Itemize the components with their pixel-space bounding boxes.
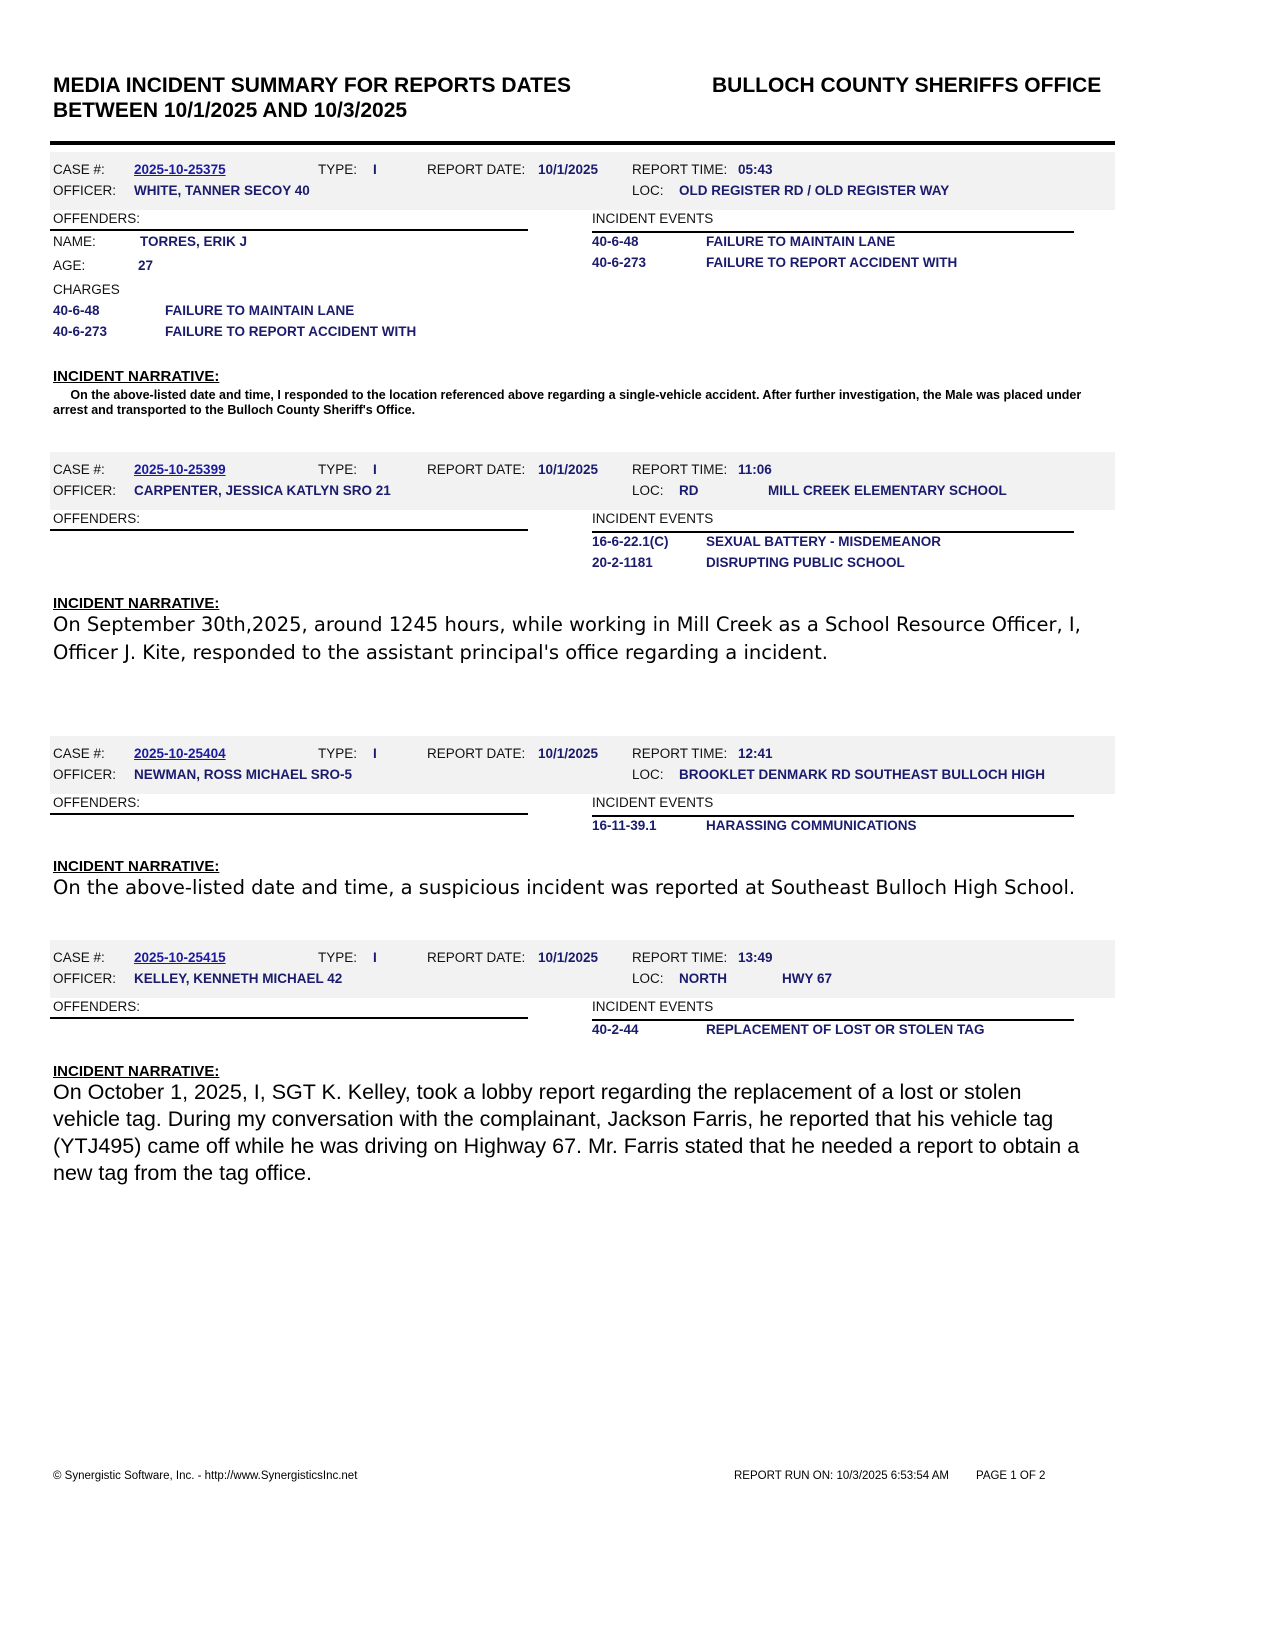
footer-page: PAGE 1 OF 2 (976, 1470, 1046, 1482)
case-number-link[interactable]: 2025-10-25415 (134, 950, 226, 965)
type-label: TYPE: (318, 162, 358, 177)
type-label: TYPE: (318, 462, 358, 477)
incident-events-rule (592, 815, 1074, 817)
case-number-link[interactable]: 2025-10-25375 (134, 162, 226, 177)
charge-code: 40-6-273 (53, 324, 108, 339)
case-header-band (50, 736, 1115, 794)
offender-age: 27 (138, 258, 154, 273)
report-time-value: 11:06 (738, 462, 772, 477)
location-label: LOC: (632, 483, 664, 498)
location-label: LOC: (632, 767, 664, 782)
offenders-rule (50, 529, 528, 531)
officer-value: NEWMAN, ROSS MICHAEL SRO-5 (134, 767, 353, 782)
type-value: I (373, 162, 377, 177)
incident-events-label: INCIDENT EVENTS (592, 795, 714, 810)
location-value: BROOKLET DENMARK RD SOUTHEAST BULLOCH HIGH (679, 767, 1045, 782)
officer-value: KELLEY, KENNETH MICHAEL 42 (134, 971, 343, 986)
offenders-rule (50, 813, 528, 815)
report-title-line2: BETWEEN 10/1/2025 AND 10/3/2025 (53, 99, 408, 122)
header-rule (50, 141, 1115, 145)
event-code: 16-6-22.1(C) (592, 534, 669, 549)
report-time-label: REPORT TIME: (632, 462, 728, 477)
report-title-line1: MEDIA INCIDENT SUMMARY FOR REPORTS DATES (53, 74, 572, 97)
report-date-label: REPORT DATE: (427, 950, 526, 965)
location-value-2: MILL CREEK ELEMENTARY SCHOOL (768, 483, 1007, 498)
report-date-label: REPORT DATE: (427, 162, 526, 177)
narrative-text: On October 1, 2025, I, SGT K. Kelley, took a lobby report regarding the replacement of a lost or stolen vehicle tag. During my conversation with the complainant, Jackson Farris, he reported that his vehicle tag (YTJ495) came off while he was driving on Highway 67. Mr. Farris stated that he needed a report to obtain a new tag from the tag office. (53, 1080, 1080, 1185)
footer-run-on: REPORT RUN ON: 10/3/2025 6:53:54 AM (734, 1470, 949, 1482)
narrative-text: On September 30th,2025, around 1245 hours, while working in Mill Creek as a School Resource Officer, I, Officer J. Kite, responded to the assistant principal's office regarding a incident. (53, 613, 1081, 664)
offenders-label: OFFENDERS: (53, 211, 141, 226)
case-number-label: CASE #: (53, 462, 105, 477)
event-code: 40-2-44 (592, 1022, 639, 1037)
officer-value: WHITE, TANNER SECOY 40 (134, 183, 310, 198)
location-label: LOC: (632, 183, 664, 198)
event-description: HARASSING COMMUNICATIONS (706, 818, 917, 833)
incident-events-label: INCIDENT EVENTS (592, 999, 714, 1014)
case-header-band (50, 940, 1115, 998)
narrative-heading: INCIDENT NARRATIVE: (53, 595, 220, 612)
offenders-rule (50, 229, 528, 231)
incident-events-rule (592, 231, 1074, 233)
event-code: 40-6-48 (592, 234, 639, 249)
event-description: REPLACEMENT OF LOST OR STOLEN TAG (706, 1022, 985, 1037)
report-date-value: 10/1/2025 (538, 162, 599, 177)
narrative-text: On the above-listed date and time, I responded to the location referenced above regarding a single-vehicle accident. After further investigation, the Male was placed under arrest and transported to the Bulloch County Sheriff's Office. (53, 388, 1082, 417)
officer-label: OFFICER: (53, 483, 116, 498)
agency-name: BULLOCH COUNTY SHERIFFS OFFICE (712, 74, 1102, 97)
footer-copyright: © Synergistic Software, Inc. - http://www.SynergisticsInc.net (53, 1470, 358, 1482)
location-value: OLD REGISTER RD / OLD REGISTER WAY (679, 183, 950, 198)
location-value: NORTH (679, 971, 727, 986)
location-value-2: HWY 67 (782, 971, 833, 986)
narrative-heading: INCIDENT NARRATIVE: (53, 858, 220, 875)
case-number-label: CASE #: (53, 950, 105, 965)
event-description: FAILURE TO REPORT ACCIDENT WITH (706, 255, 958, 270)
report-date-value: 10/1/2025 (538, 746, 599, 761)
case-number-label: CASE #: (53, 746, 105, 761)
charge-description: FAILURE TO MAINTAIN LANE (165, 303, 355, 318)
charges-label: CHARGES (53, 282, 120, 297)
event-code: 16-11-39.1 (592, 818, 657, 833)
report-date-value: 10/1/2025 (538, 462, 599, 477)
offenders-label: OFFENDERS: (53, 795, 141, 810)
report-date-label: REPORT DATE: (427, 746, 526, 761)
event-description: FAILURE TO MAINTAIN LANE (706, 234, 896, 249)
report-time-label: REPORT TIME: (632, 162, 728, 177)
report-time-label: REPORT TIME: (632, 950, 728, 965)
narrative-text: On the above-listed date and time, a suspicious incident was reported at Southeast Bulloch High School. (53, 876, 1076, 899)
case-header-band (50, 152, 1115, 210)
narrative-heading: INCIDENT NARRATIVE: (53, 368, 220, 385)
incident-events-rule (592, 1019, 1074, 1021)
offenders-label: OFFENDERS: (53, 511, 141, 526)
event-code: 40-6-273 (592, 255, 647, 270)
offenders-label: OFFENDERS: (53, 999, 141, 1014)
officer-value: CARPENTER, JESSICA KATLYN SRO 21 (134, 483, 391, 498)
narrative-heading: INCIDENT NARRATIVE: (53, 1063, 220, 1080)
location-value: RD (679, 483, 699, 498)
officer-label: OFFICER: (53, 767, 116, 782)
offender-age-label: AGE: (53, 258, 86, 273)
report-date-label: REPORT DATE: (427, 462, 526, 477)
incident-events-label: INCIDENT EVENTS (592, 211, 714, 226)
offender-name-label: NAME: (53, 234, 96, 249)
case-number-link[interactable]: 2025-10-25399 (134, 462, 226, 477)
type-value: I (373, 462, 377, 477)
offenders-rule (50, 1017, 528, 1019)
event-description: SEXUAL BATTERY - MISDEMEANOR (706, 534, 942, 549)
report-date-value: 10/1/2025 (538, 950, 599, 965)
officer-label: OFFICER: (53, 971, 116, 986)
report-time-value: 05:43 (738, 162, 773, 177)
charge-code: 40-6-48 (53, 303, 100, 318)
report-time-value: 12:41 (738, 746, 773, 761)
case-header-band (50, 452, 1115, 510)
type-value: I (373, 950, 377, 965)
event-description: DISRUPTING PUBLIC SCHOOL (706, 555, 905, 570)
incident-events-label: INCIDENT EVENTS (592, 511, 714, 526)
report-time-label: REPORT TIME: (632, 746, 728, 761)
case-number-label: CASE #: (53, 162, 105, 177)
report-time-value: 13:49 (738, 950, 773, 965)
case-number-link[interactable]: 2025-10-25404 (134, 746, 226, 761)
type-label: TYPE: (318, 746, 358, 761)
charge-description: FAILURE TO REPORT ACCIDENT WITH (165, 324, 417, 339)
offender-name: TORRES, ERIK J (140, 234, 248, 249)
event-code: 20-2-1181 (592, 555, 653, 570)
location-label: LOC: (632, 971, 664, 986)
incident-events-rule (592, 531, 1074, 533)
type-label: TYPE: (318, 950, 358, 965)
type-value: I (373, 746, 377, 761)
officer-label: OFFICER: (53, 183, 116, 198)
